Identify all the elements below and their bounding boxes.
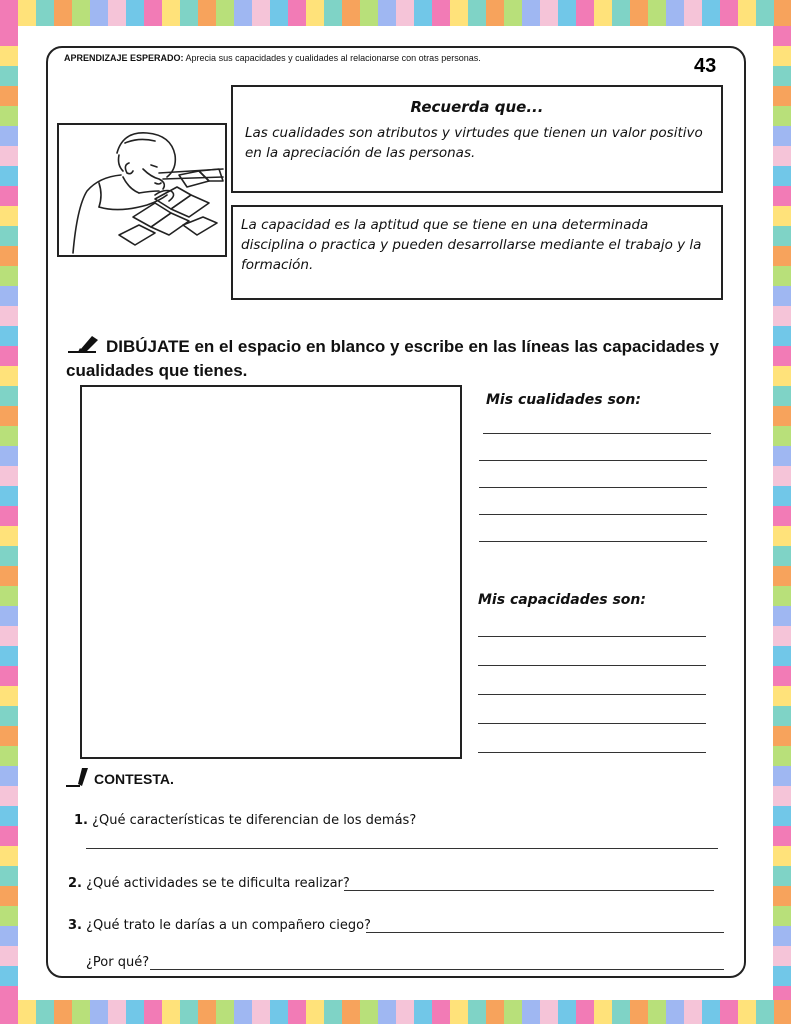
drawing-area[interactable] (80, 385, 462, 759)
instruction-bold-word: DIBÚJATE (106, 337, 190, 356)
question-1 (74, 813, 416, 828)
capacity-definition-box (231, 205, 723, 300)
answer-section-label: CONTESTA. (94, 771, 174, 787)
pencil-border-left (0, 26, 18, 1000)
capacities-line-2[interactable] (478, 665, 706, 666)
answer-section-heading (66, 766, 174, 791)
capacities-line-4[interactable] (478, 723, 706, 724)
reminder-text: Las cualidades son atributos y virtudes que tienen un valor positivo en la apreciación de las personas. (245, 125, 703, 161)
question-1-number: 1. (74, 813, 88, 828)
reminder-box (231, 85, 723, 193)
learning-objective-text: Aprecia sus capacidades y cualidades al relacionarse con otras personas. (185, 53, 481, 63)
why-answer-line[interactable] (150, 969, 724, 970)
drawing-instruction (66, 334, 726, 382)
pencil-border-right (773, 26, 791, 1000)
pencil-border-bottom (0, 1000, 791, 1024)
qualities-line-5[interactable] (479, 541, 707, 542)
question-1-text: ¿Qué características te diferencian de los demás? (92, 813, 417, 828)
capacities-line-5[interactable] (478, 752, 706, 753)
learning-objective (64, 53, 481, 63)
question-3 (68, 918, 371, 933)
why-prompt: ¿Por qué? (86, 955, 150, 970)
child-puzzle-illustration (57, 123, 227, 257)
answer-2-line[interactable] (344, 890, 714, 891)
capacities-line-1[interactable] (478, 636, 706, 637)
pencil-hand-icon (66, 334, 102, 360)
question-2 (68, 876, 350, 891)
qualities-line-2[interactable] (479, 460, 707, 461)
qualities-label: Mis cualidades son: (486, 392, 641, 408)
capacity-definition-text: La capacidad es la aptitud que se tiene en una determinada disciplina o practica y pueden desarrollarse mediante el trabajo y la formación. (241, 217, 702, 273)
page-number: 43 (694, 55, 717, 77)
answer-3-line[interactable] (366, 932, 724, 933)
question-2-number: 2. (68, 876, 82, 891)
qualities-line-4[interactable] (479, 514, 707, 515)
question-3-text: ¿Qué trato le darías a un compañero ciego? (86, 918, 371, 933)
capacities-line-3[interactable] (478, 694, 706, 695)
reminder-title: Recuerda que... (410, 98, 544, 116)
answer-1-line[interactable] (86, 848, 718, 849)
instruction-text: en el espacio en blanco y escribe en las líneas las capacidades y cualidades que tienes. (66, 337, 719, 380)
learning-objective-label: APRENDIZAJE ESPERADO: (64, 53, 184, 63)
qualities-line-1[interactable] (483, 433, 711, 434)
qualities-line-3[interactable] (479, 487, 707, 488)
question-2-text: ¿Qué actividades se te dificulta realizar? (86, 876, 350, 891)
pencil-icon (66, 766, 92, 791)
pencil-border-top (0, 0, 791, 26)
question-3-number: 3. (68, 918, 82, 933)
capacities-label: Mis capacidades son: (478, 592, 646, 608)
child-puzzle-icon (59, 125, 225, 255)
